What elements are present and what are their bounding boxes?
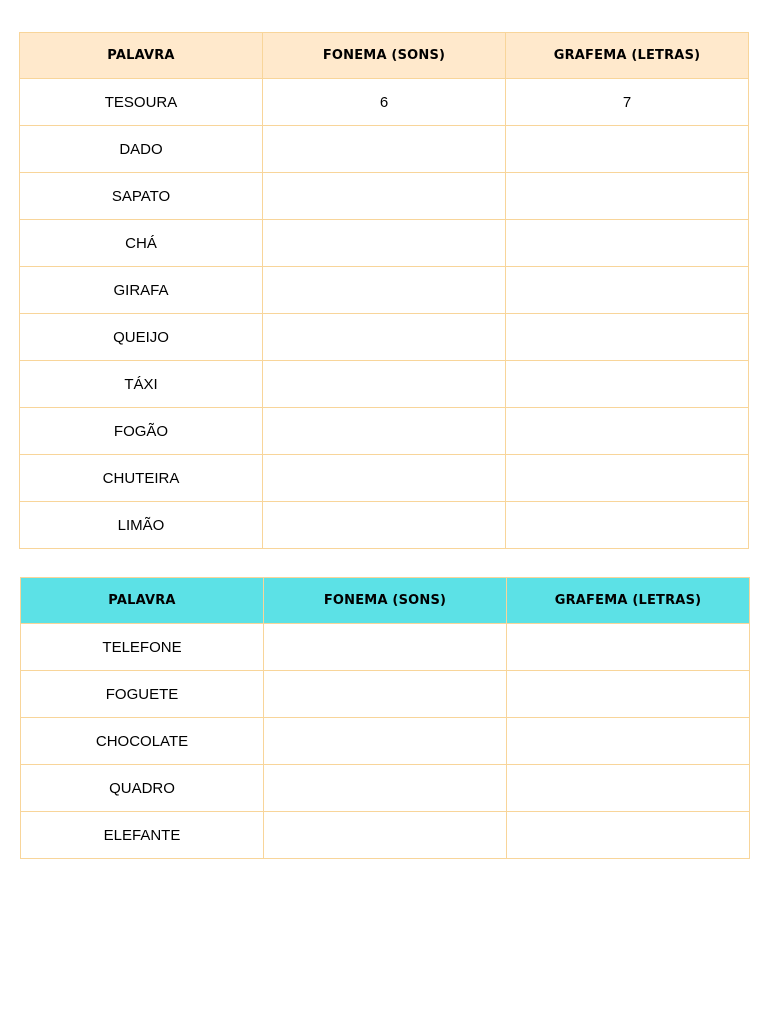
table-row bbox=[21, 671, 750, 718]
word-cell: FOGUETE bbox=[21, 671, 264, 718]
table-row bbox=[20, 220, 749, 267]
phoneme-count-cell[interactable] bbox=[263, 502, 506, 549]
table-row bbox=[20, 126, 749, 173]
phoneme-count-cell[interactable] bbox=[263, 361, 506, 408]
table-row bbox=[20, 79, 749, 126]
word-table-1 bbox=[19, 32, 749, 549]
grapheme-count-cell[interactable] bbox=[507, 671, 750, 718]
table-row bbox=[21, 812, 750, 859]
header-grafema: GRAFEMA (LETRAS) bbox=[507, 578, 750, 624]
grapheme-count-cell[interactable] bbox=[506, 267, 749, 314]
grapheme-count-cell[interactable] bbox=[507, 812, 750, 859]
word-cell: QUADRO bbox=[21, 765, 264, 812]
table-row bbox=[21, 718, 750, 765]
word-cell: FOGÃO bbox=[20, 408, 263, 455]
grapheme-count-cell[interactable] bbox=[507, 765, 750, 812]
table-row bbox=[20, 267, 749, 314]
table-row bbox=[20, 455, 749, 502]
table-row bbox=[20, 173, 749, 220]
header-palavra: PALAVRA bbox=[20, 33, 263, 79]
phoneme-count-cell[interactable] bbox=[263, 173, 506, 220]
header-fonema: FONEMA (SONS) bbox=[263, 33, 506, 79]
word-cell: TÁXI bbox=[20, 361, 263, 408]
phoneme-count-cell[interactable] bbox=[263, 267, 506, 314]
word-cell: CHUTEIRA bbox=[20, 455, 263, 502]
word-cell: SAPATO bbox=[20, 173, 263, 220]
grapheme-count-cell[interactable] bbox=[506, 408, 749, 455]
table-header-row bbox=[20, 33, 749, 79]
table-row bbox=[20, 361, 749, 408]
word-cell: GIRAFA bbox=[20, 267, 263, 314]
phoneme-count-cell[interactable]: 6 bbox=[263, 79, 506, 126]
table-row bbox=[21, 765, 750, 812]
phoneme-count-cell[interactable] bbox=[264, 624, 507, 671]
phoneme-count-cell[interactable] bbox=[264, 718, 507, 765]
word-cell: TESOURA bbox=[20, 79, 263, 126]
grapheme-count-cell[interactable] bbox=[506, 455, 749, 502]
header-fonema: FONEMA (SONS) bbox=[264, 578, 507, 624]
word-cell: ELEFANTE bbox=[21, 812, 264, 859]
grapheme-count-cell[interactable] bbox=[507, 624, 750, 671]
table-row bbox=[20, 314, 749, 361]
table-row bbox=[20, 502, 749, 549]
word-cell: CHÁ bbox=[20, 220, 263, 267]
grapheme-count-cell[interactable] bbox=[506, 502, 749, 549]
phoneme-count-cell[interactable] bbox=[264, 671, 507, 718]
grapheme-count-cell[interactable] bbox=[507, 718, 750, 765]
header-palavra: PALAVRA bbox=[21, 578, 264, 624]
header-grafema: GRAFEMA (LETRAS) bbox=[506, 33, 749, 79]
phoneme-count-cell[interactable] bbox=[264, 812, 507, 859]
word-cell: LIMÃO bbox=[20, 502, 263, 549]
phoneme-count-cell[interactable] bbox=[263, 408, 506, 455]
phoneme-count-cell[interactable] bbox=[263, 220, 506, 267]
grapheme-count-cell[interactable] bbox=[506, 314, 749, 361]
grapheme-count-cell[interactable] bbox=[506, 173, 749, 220]
grapheme-count-cell[interactable] bbox=[506, 126, 749, 173]
table-row bbox=[20, 408, 749, 455]
grapheme-count-cell[interactable]: 7 bbox=[506, 79, 749, 126]
word-table-2 bbox=[20, 577, 750, 859]
word-cell: TELEFONE bbox=[21, 624, 264, 671]
table-header-row bbox=[21, 578, 750, 624]
word-cell: DADO bbox=[20, 126, 263, 173]
table-row bbox=[21, 624, 750, 671]
phoneme-count-cell[interactable] bbox=[263, 455, 506, 502]
phoneme-count-cell[interactable] bbox=[264, 765, 507, 812]
grapheme-count-cell[interactable] bbox=[506, 220, 749, 267]
word-cell: QUEIJO bbox=[20, 314, 263, 361]
phoneme-count-cell[interactable] bbox=[263, 126, 506, 173]
phoneme-count-cell[interactable] bbox=[263, 314, 506, 361]
word-cell: CHOCOLATE bbox=[21, 718, 264, 765]
grapheme-count-cell[interactable] bbox=[506, 361, 749, 408]
